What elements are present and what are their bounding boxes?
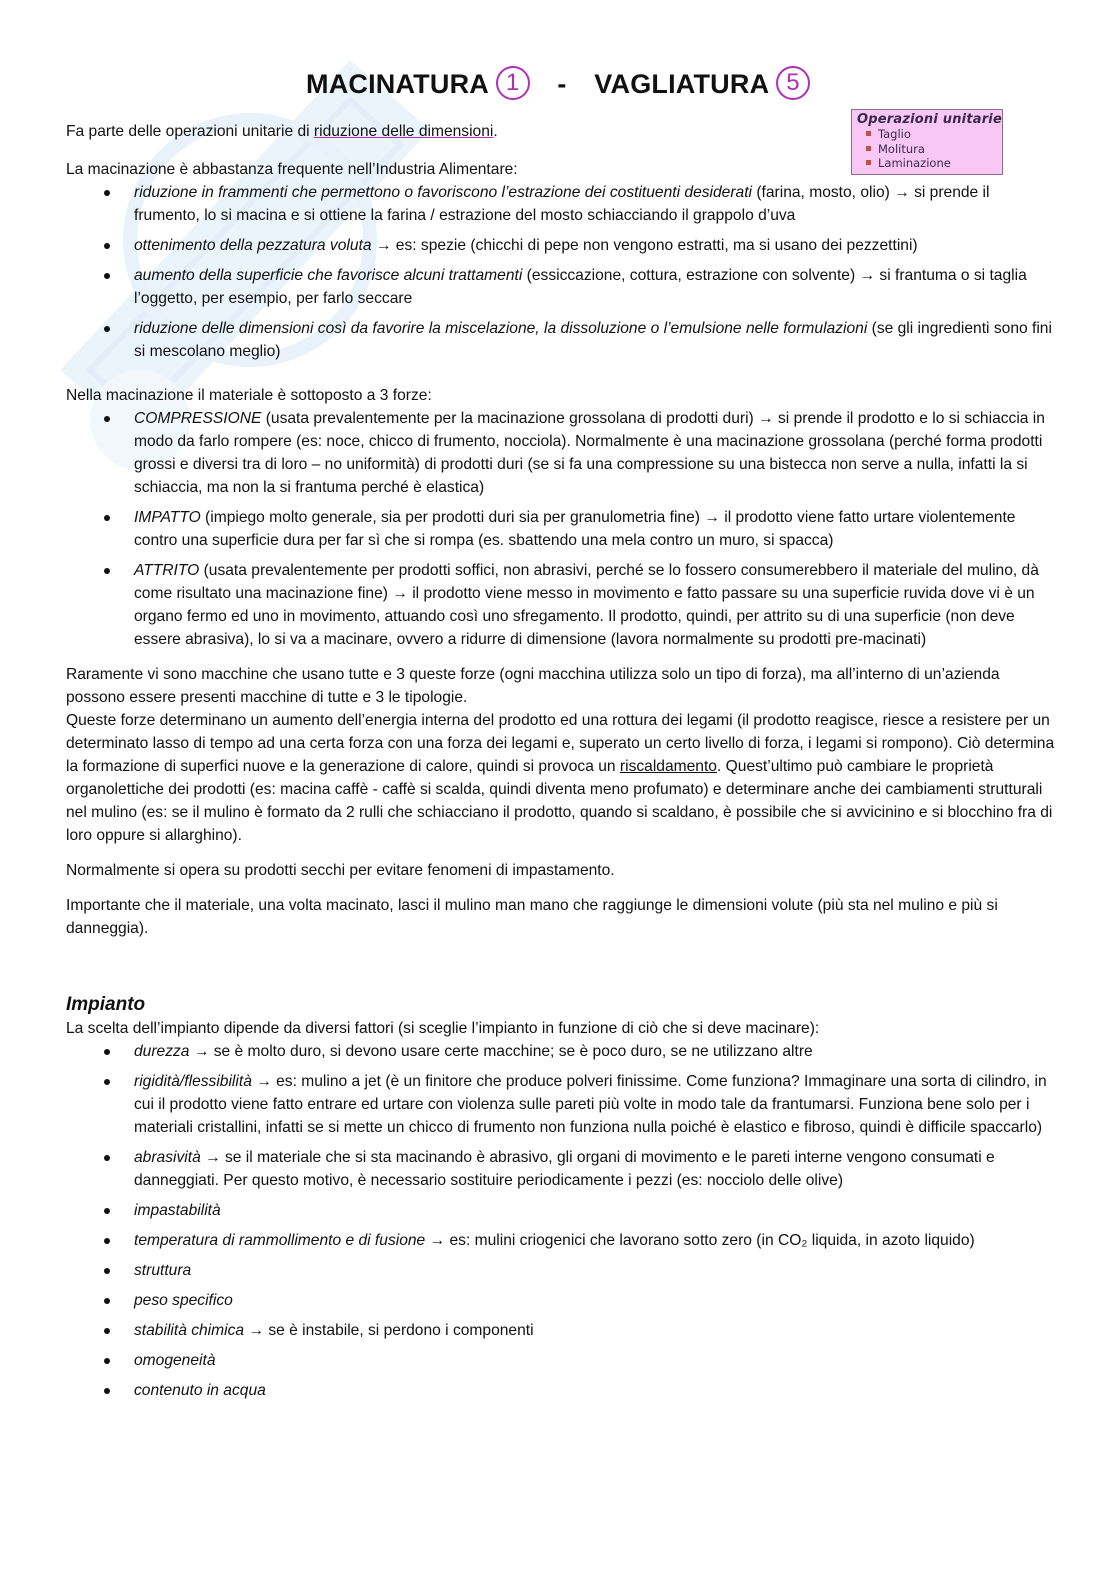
- list-item: peso specifico: [66, 1289, 1056, 1312]
- box-item: Molitura: [866, 142, 1002, 157]
- list-item: IMPATTO (impiego molto generale, sia per prodotti duri sia per granulometria fine) → il prodotto viene fatto urtare violentemente contro una superficie dura per far sì che si rompa (es. sbattendo una mela contro un muro, si spacca): [66, 506, 1056, 552]
- paragraph-forze: Queste forze determinano un aumento dell’energia interna del prodotto ed una rottura dei legami (il prodotto reagisce, riesce a resistere per un determinato lasso di tempo ad una certa forza con una forza dei legami e, superato un certo livello di forza, i legami si rompono). Ciò determina la formazione di superfici nuove e la generazione di calore, quindi si provoca un riscaldamento. Quest’ultimo può cambiare le proprietà organolettiche dei prodotti (es: macina caffè - caffè si scalda, quindi diventa meno profumato) e determinare anche dei cambiamenti strutturali nel mulino (es: se il mulino è formato da 2 rulli che schiacciano il prodotto, quando si scaldano, è possibile che si avvicinino e si blocchino fra di loro oppure si allarghino).: [66, 712, 1055, 844]
- riduzione-link[interactable]: riduzione delle dimensioni: [313, 123, 494, 140]
- bullet-dot-icon: [104, 1049, 110, 1055]
- bullet-dot-icon: [104, 1268, 110, 1274]
- list-item: abrasività → se il materiale che si sta macinando è abrasivo, gli organi di movimento e le pareti interne vengono consumati e danneggiati. Per questo motivo, è necessario sostituire periodicamente i pezzi (es: nocciolo delle olive): [66, 1146, 1056, 1192]
- impianto-list: [66, 1040, 1056, 1402]
- impianto-lead: La scelta dell’impianto dipende da diversi fattori (si sceglie l’impianto in funzione di ciò che si deve macinare):: [66, 1020, 820, 1037]
- title-right: VAGLIATURA: [594, 69, 769, 99]
- box-heading: Operazioni unitarie: [857, 112, 1002, 127]
- macinazione-list: [66, 181, 1056, 363]
- list-item: riduzione delle dimensioni così da favorire la miscelazione, la dissoluzione o l’emulsione nelle formulazioni (se gli ingredienti sono fini si mescolano meglio): [66, 317, 1056, 363]
- list-item: impastabilità: [66, 1199, 1056, 1222]
- list-item: ottenimento della pezzatura voluta → es: spezie (chicchi di pepe non vengono estratti, ma si usano dei pezzettini): [66, 234, 1056, 257]
- bullet-dot-icon: [104, 1155, 110, 1161]
- bullet-dot-icon: [104, 515, 110, 521]
- bullet-dot-icon: [104, 568, 110, 574]
- bullet-dot-icon: [104, 1328, 110, 1334]
- paragraph-secchi: Normalmente si opera su prodotti secchi per evitare fenomeni di impastamento.: [66, 862, 615, 879]
- list-item: contenuto in acqua: [66, 1379, 1056, 1402]
- bullet-dot-icon: [104, 243, 110, 249]
- bullet-dot-icon: [104, 1298, 110, 1304]
- box-item: Taglio: [866, 127, 1002, 142]
- macinazione-lead: La macinazione è abbastanza frequente nell’Industria Alimentare:: [66, 161, 518, 178]
- list-item: temperatura di rammollimento e di fusione → es: mulini criogenici che lavorano sotto zero (in CO₂ liquida, in azoto liquido): [66, 1229, 1056, 1252]
- list-item: rigidità/flessibilità → es: mulino a jet (è un finitore che produce polveri finissime. Come funziona? Immaginare una sorta di cilindro, in cui il prodotto viene fatto entrare ed urtare con violenza sulle pareti più volte in modo tale da frantumarsi. Funziona bene solo per i materiali cristallini, infatti se si mette un chicco di frumento non funziona nulla poiché è elastico e fibroso, quindi è difficile spaccarlo): [66, 1070, 1056, 1139]
- section-heading-impianto: Impianto: [66, 994, 146, 1015]
- title-separator: -: [557, 69, 567, 99]
- bullet-dot-icon: [104, 1388, 110, 1394]
- bullet-dot-icon: [104, 326, 110, 332]
- bullet-dot-icon: [104, 1079, 110, 1085]
- list-item: omogeneità: [66, 1349, 1056, 1372]
- title-right-number: 5: [776, 66, 810, 100]
- bullet-dot-icon: [104, 190, 110, 196]
- paragraph-raramente: Raramente vi sono macchine che usano tutte e 3 queste forze (ogni macchina utilizza solo un tipo di forza), ma all’interno di un’azienda possono essere presenti macchine di tutte e 3 le tipologie.: [66, 666, 1000, 706]
- paragraph-importante: Importante che il materiale, una volta macinato, lasci il mulino man mano che raggiunge le dimensioni volute (più sta nel mulino e più si danneggia).: [66, 897, 998, 937]
- list-item: aumento della superficie che favorisce alcuni trattamenti (essiccazione, cottura, estrazione con solvente) → si frantuma o si taglia l’oggetto, per esempio, per farlo seccare: [66, 264, 1056, 310]
- list-item: ATTRITO (usata prevalentemente per prodotti soffici, non abrasivi, perché se lo fossero consumerebbero il materiale del mulino, dà come risultato una macinazione fine) → il prodotto viene messo in movimento e fatto passare su una superficie ruvida dove vi è un organo fermo ed uno in movimento, attuando così uno sfregamento. Il prodotto, quindi, per attrito su di una superficie (non deve essere abrasiva), lo si va a macinare, ovvero a ridurre di dimensione (lavora normalmente su prodotti pre-macinati): [66, 559, 1056, 651]
- list-item: stabilità chimica → se è instabile, si perdono i componenti: [66, 1319, 1056, 1342]
- document-body: [66, 120, 1056, 1402]
- list-item: riduzione in frammenti che permettono o favoriscono l’estrazione dei costituenti desiderati (farina, mosto, olio) → si prende il frumento, lo si macina e si ottiene la farina / estrazione del mosto schiacciando il grappolo d’uva: [66, 181, 1056, 227]
- riscaldamento-underlined: riscaldamento: [619, 758, 717, 775]
- bullet-dot-icon: [104, 1238, 110, 1244]
- title-left: MACINATURA: [306, 69, 488, 99]
- list-item: struttura: [66, 1259, 1056, 1282]
- bullet-dot-icon: [104, 1208, 110, 1214]
- list-item: COMPRESSIONE (usata prevalentemente per la macinazione grossolana di prodotti duri) → si prende il prodotto e lo si schiaccia in modo da farlo rompere (es: noce, chicco di frumento, nocciola). Normalmente è una macinazione grossolana (perché forma prodotti grossi e diversi tra di loro – no uniformità) di prodotti duri (se si fa una compressione su una bistecca non serve a nulla, infatti la si schiaccia, ma non la si frantuma perché è elastica): [66, 407, 1056, 499]
- bullet-dot-icon: [104, 1358, 110, 1364]
- bullet-dot-icon: [104, 273, 110, 279]
- intro-paragraph: Fa parte delle operazioni unitarie di riduzione delle dimensioni.: [66, 123, 498, 140]
- list-item: durezza → se è molto duro, si devono usare certe macchine; se è poco duro, se ne utilizzano altre: [66, 1040, 1056, 1063]
- bullet-dot-icon: [104, 416, 110, 422]
- title-left-number: 1: [496, 66, 530, 100]
- forze-lead: Nella macinazione il materiale è sottoposto a 3 forze:: [66, 387, 432, 404]
- page-title: [0, 66, 1116, 100]
- forze-list: [66, 407, 1056, 651]
- box-item: Laminazione: [866, 156, 1002, 171]
